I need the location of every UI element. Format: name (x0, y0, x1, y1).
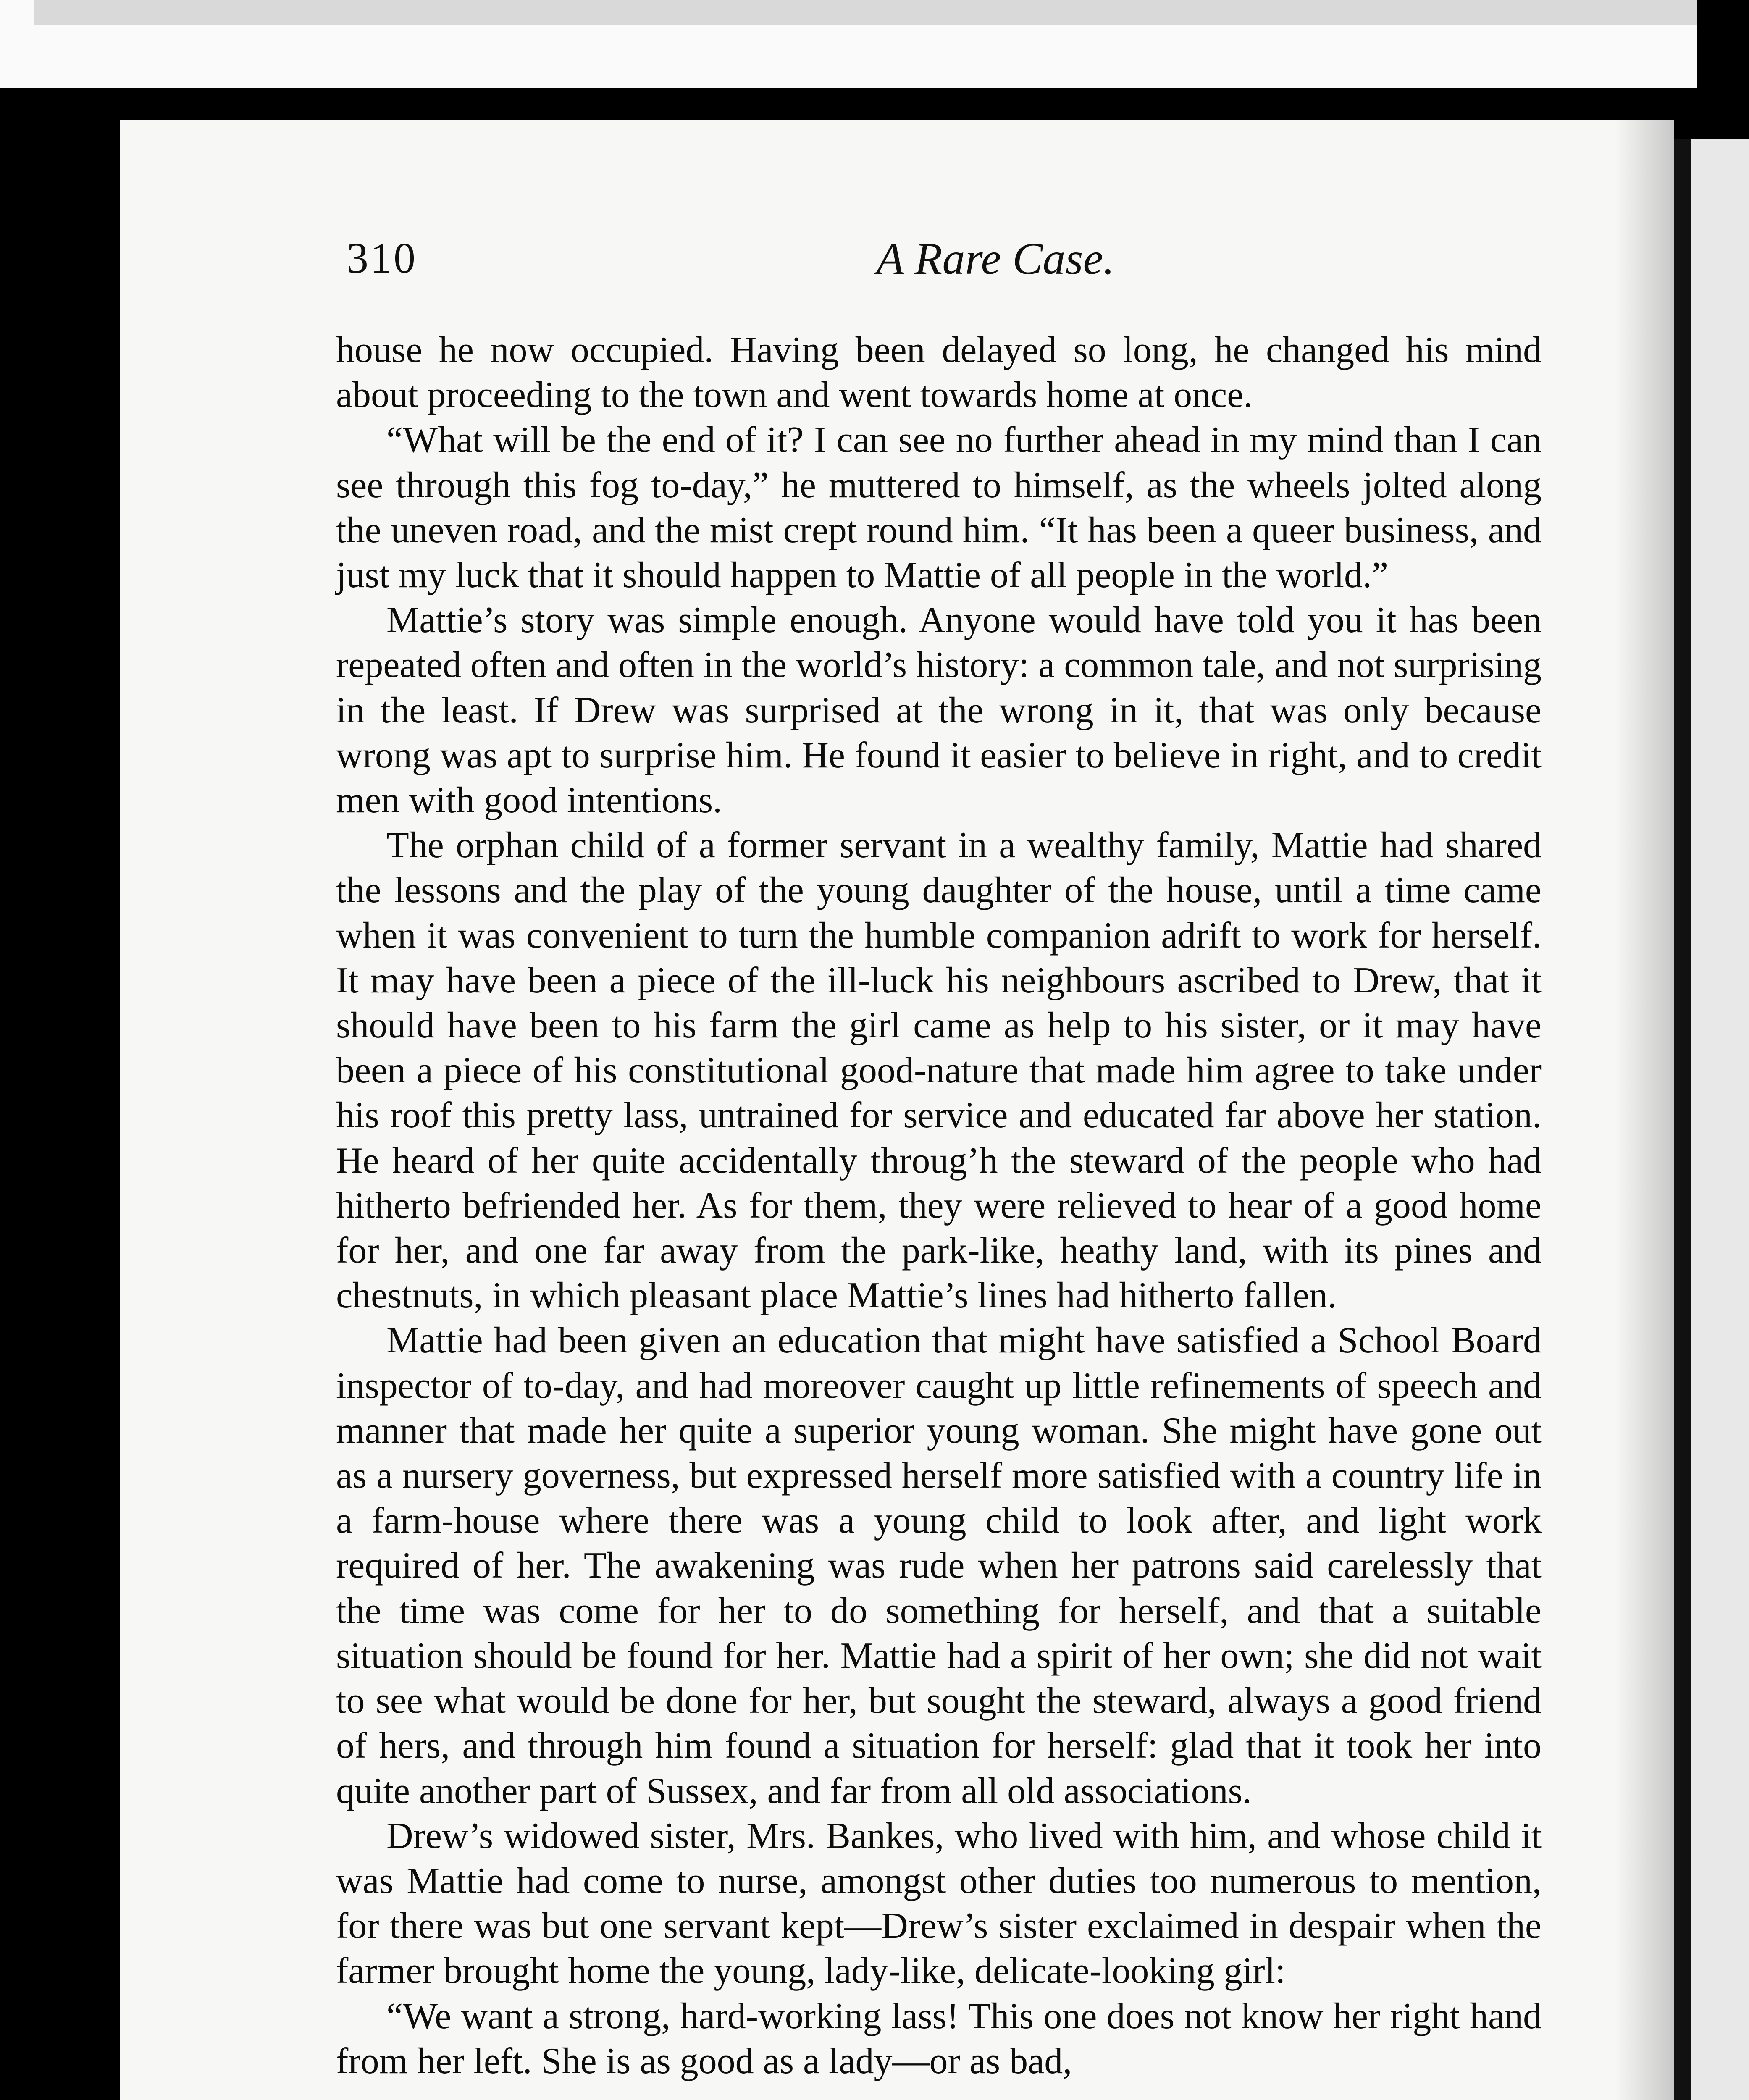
page-number: 310 (347, 234, 417, 282)
paragraph: house he now occupied. Having been delayed so long, he changed his mind about proceeding to the town and went towards home at once. (336, 330, 1542, 416)
facing-page-edge (1674, 139, 1749, 2100)
page-curl-shadow (1615, 120, 1674, 2100)
page-gutter (1674, 139, 1691, 2100)
paragraph: Mattie’s story was simple enough. Anyone would have told you it has been repeated often and often in the world’s history: a common tale, and not surprising in the least. If Drew was surprised at the wrong in it, that was only because wrong was apt to surprise him. He found it easier to believe in right, and to credit men with good intentions. (336, 600, 1542, 821)
paragraph: Mattie had been given an education that might have satisfied a School Board inspector of to-day, and had moreover caught up little refinements of speech and manner that made her quite a superior young woman. She might have gone out as a nursery governess, but expressed herself more satisfied with a country life in a farm-house where there was a young child to look after, and light work required of her. The awakening was rude when her patrons said carelessly that the time was come for her to do something for herself, and that a suitable situation should be found for her. Mattie had a spirit of her own; she did not wait to see what would be done for her, but sought the steward, always a good friend of hers, and through him found a situation for herself: glad that it took her into quite another part of Sussex, and far from all old associations. (336, 1320, 1542, 1811)
chapter-title: A Rare Case. (876, 234, 1115, 284)
previous-page-edge (0, 0, 1697, 88)
paragraph: “We want a strong, hard-working lass! This one does not know her right hand from her left. She is as good as a lady—or as bad, (336, 1995, 1542, 2082)
paragraph: Drew’s widowed sister, Mrs. Bankes, who lived with him, and whose child it was Mattie had come to nurse, amongst other duties too numerous to mention, for there was but one servant kept—Drew’s sister exclaimed in despair when the farmer brought home the young, lady-like, delicate-looking girl: (336, 1815, 1542, 1992)
running-head (347, 233, 1535, 292)
paragraph: The orphan child of a former servant in a wealthy family, Mattie had shared the lessons and the play of the young daughter of the house, until a time came when it was convenient to turn the humble companion adrift to work for herself. It may have been a piece of the ill-luck his neighbours ascribed to Drew, that it should have been to his farm the girl came as help to his sister, or it may have been a piece of his constitutional good-nature that made him agree to take under his roof this pretty lass, untrained for service and educated far above her station. He heard of her quite accidentally throug’h the steward of the people who had hitherto befriended her. As for them, they were relieved to hear of a good home for her, and one far away from the park-like, heathy land, with its pines and chestnuts, in which pleasant place Mattie’s lines had hitherto fallen. (336, 825, 1542, 1316)
previous-page-binding (34, 0, 1697, 25)
paragraph: “What will be the end of it? I can see no further ahead in my mind than I can see through this fog to-day,” he muttered to himself, as the wheels jolted along the uneven road, and the mist crept round him. “It has been a queer business, and just my luck that it should happen to Mattie of all people in the world.” (336, 420, 1542, 596)
body-text (336, 328, 1542, 2084)
